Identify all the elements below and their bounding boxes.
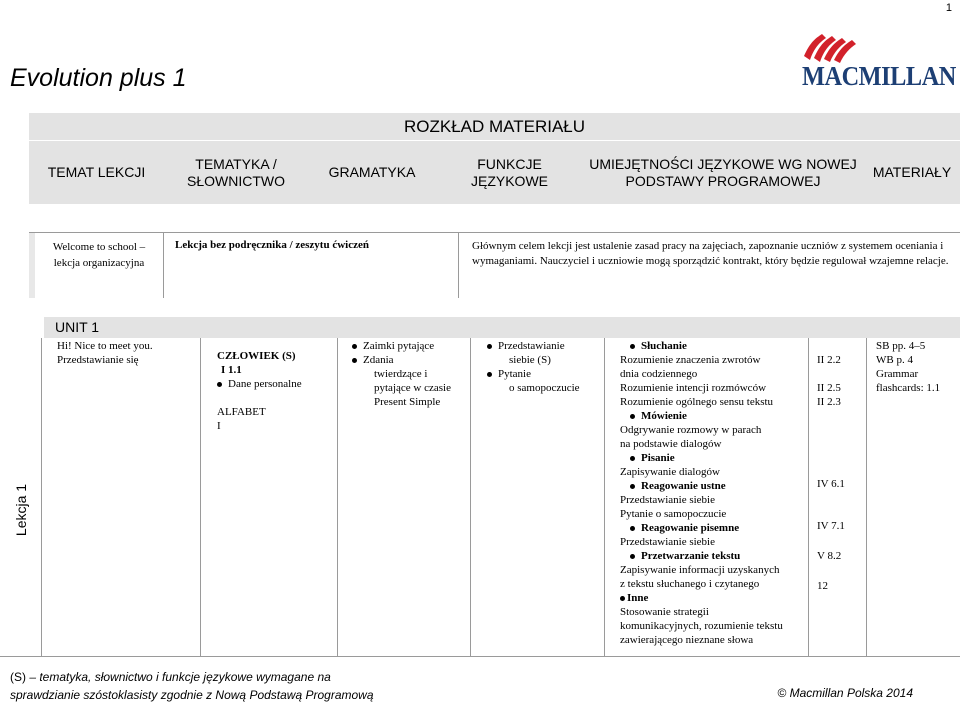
bullet-icon xyxy=(620,596,625,601)
unit-label: UNIT 1 xyxy=(44,317,960,338)
intro-note: Lekcja bez podręcznika / zeszytu ćwiczeń xyxy=(165,233,459,298)
lesson-functions: Przedstawianie siebie (S) Pytanie o samopoczucie xyxy=(487,339,602,395)
row-bottom-border xyxy=(0,656,960,657)
grammar-list-item: Zaimki pytające xyxy=(352,339,470,353)
lesson-theme: CZŁOWIEK (S) I 1.1 Dane personalne ALFABET I xyxy=(217,349,332,433)
bullet-icon xyxy=(630,456,635,461)
column-divider xyxy=(200,338,201,656)
lesson-skills: Słuchanie Rozumienie znaczenia zwrotów dnia codziennego Rozumienie intencji rozmówców Rozumienie ogólnego sensu tekstu Mówienie Odgrywanie rozmowy w parach na podstawie dialogów Pisanie Zapisywanie dialogów Reagowanie ustne Przedstawianie siebie Pytanie o samopoczucie Reagowanie pisemne Przedstawianie siebie Przetwarzanie tekstu Zapisywanie informacji uzyskanych z tekstu słuchanego i czytanego Inne Stosowanie strategii komunikacyjnych, rozumienie tekstu zawierającego nieznane słowa xyxy=(620,339,808,647)
lesson-topic: Hi! Nice to meet you. Przedstawianie się xyxy=(57,340,153,366)
column-divider xyxy=(470,338,471,656)
skill-heading: Inne xyxy=(620,591,808,605)
intro-lesson-row xyxy=(29,232,960,298)
skill-heading: Reagowanie pisemne xyxy=(620,521,808,535)
grammar-list-item: Zdania xyxy=(352,353,470,367)
column-divider xyxy=(604,338,605,656)
lesson-materials: SB pp. 4–5 WB p. 4 Grammar flashcards: 1.1 xyxy=(876,340,941,394)
function-list-item: Przedstawianie xyxy=(487,339,602,353)
header-skills: UMIEJĘTNOŚCI JĘZYKOWE WG NOWEJ PODSTAWY PROGRAMOWEJ xyxy=(589,155,857,189)
skill-heading: Słuchanie xyxy=(620,339,808,353)
plan-title-band xyxy=(29,113,960,140)
footer-line2: sprawdzianie szóstoklasisty zgodnie z Nową Podstawą Programową xyxy=(10,688,374,702)
bullet-icon xyxy=(487,344,492,349)
bullet-icon xyxy=(352,344,357,349)
footer-line1: – tematyka, słownictwo i funkcje językowe wymagane na xyxy=(26,670,331,684)
skill-heading: Reagowanie ustne xyxy=(620,479,808,493)
footer-note xyxy=(10,668,374,702)
header-grammar: GRAMATYKA xyxy=(328,164,416,180)
bullet-icon xyxy=(630,484,635,489)
skill-heading: Pisanie xyxy=(620,451,808,465)
lesson-grammar: Zaimki pytające Zdania twierdzące i pytające w czasie Present Simple xyxy=(352,339,470,409)
macmillan-flame-icon xyxy=(802,30,862,64)
intro-topic: Welcome to school – lekcja organizacyjna xyxy=(35,233,163,298)
header-materials: MATERIAŁY xyxy=(872,164,952,180)
bullet-icon xyxy=(630,526,635,531)
footer-prefix: (S) xyxy=(10,670,26,684)
lesson-side-column xyxy=(0,338,42,656)
table-header xyxy=(29,141,960,204)
column-divider xyxy=(866,338,867,656)
header-functions: FUNKCJE JĘZYKOWE xyxy=(470,155,548,189)
function-list-item: Pytanie xyxy=(487,367,602,381)
logo-wordmark: MACMILLAN xyxy=(802,61,956,91)
lesson-1-row xyxy=(0,317,960,657)
intro-description: Głównym celem lekcji jest ustalenie zasad pracy na zajęciach, zapoznanie uczniów z systemem oceniania i wymaganiami. Nauczyciel i uczniowie mogą sporządzić kontrakt, który będzie regulował wzajemne relacje. xyxy=(472,240,949,267)
page-number: 1 xyxy=(945,2,952,14)
bullet-icon xyxy=(630,554,635,559)
skill-heading: Mówienie xyxy=(620,409,808,423)
lesson-side-label: Lekcja 1 xyxy=(13,483,29,537)
column-divider xyxy=(337,338,338,656)
header-topic: TEMAT LEKCJI xyxy=(47,164,146,180)
skill-heading: Przetwarzanie tekstu xyxy=(620,549,808,563)
plan-title: ROZKŁAD MATERIAŁU xyxy=(403,117,586,136)
copyright: © Macmillan Polska 2014 xyxy=(777,686,913,700)
bullet-icon xyxy=(630,344,635,349)
header-theme: TEMATYKA / SŁOWNICTWO xyxy=(187,155,285,189)
macmillan-logo xyxy=(800,30,956,91)
bullet-icon xyxy=(487,372,492,377)
bullet-icon xyxy=(630,414,635,419)
document-title: Evolution plus 1 xyxy=(10,64,187,92)
theme-list-item: Dane personalne xyxy=(217,377,332,391)
intro-topic-cell xyxy=(29,233,164,298)
bullet-icon xyxy=(217,382,222,387)
lesson-skill-codes: II 2.2 II 2.5 II 2.3 IV 6.1 IV 7.1 V 8.2 12 xyxy=(817,354,845,592)
column-divider xyxy=(808,338,809,656)
bullet-icon xyxy=(352,358,357,363)
